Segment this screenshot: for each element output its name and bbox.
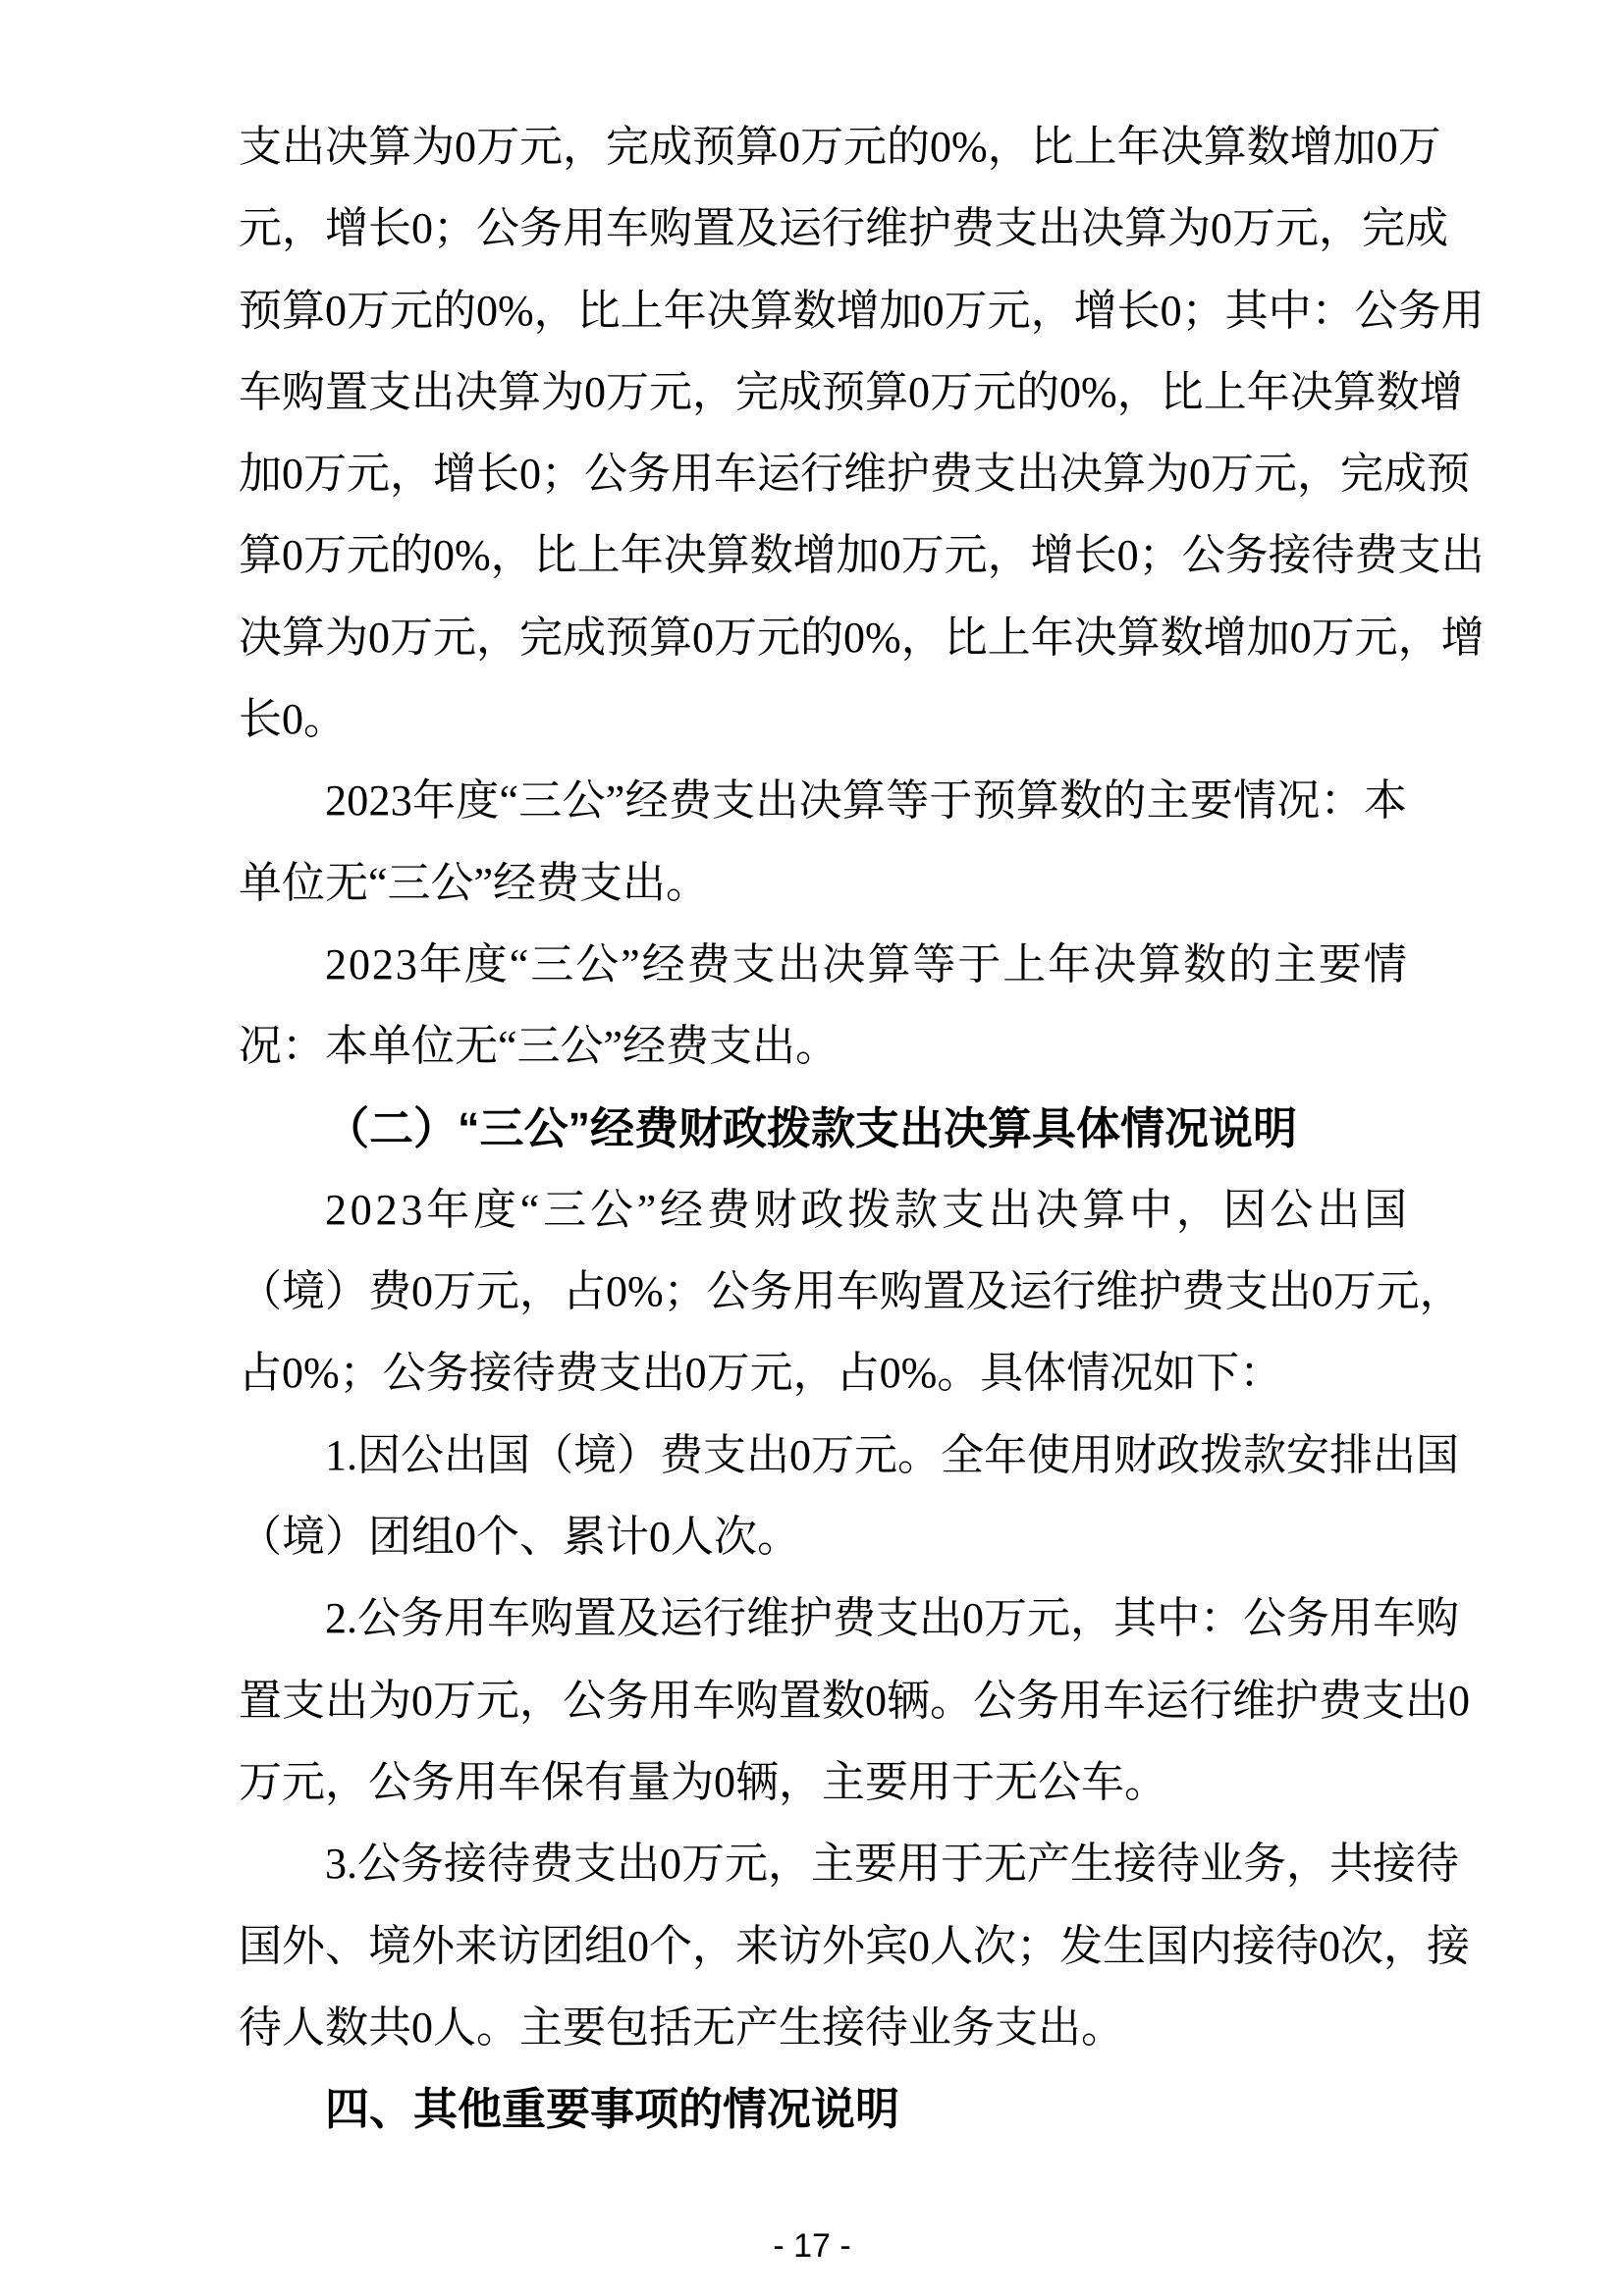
body-line: 2 0 2 3 年 度 “ 三 公 ” 经 费 支 出 决 算 等 于 预 算 数 的 主 要 情 况 ： 本 [325,776,1407,826]
page-number: - 17 - [773,2227,851,2265]
body-line: 算 0 万 元 的 0 % ， 比 上 年 决 算 数 增 加 0 万 元 ， 增 长 0 ； 公 务 接 待 费 支 出 [239,531,1485,580]
body-line: 3 . 公 务 接 待 费 支 出 0 万 元 ， 主 要 用 于 无 产 生 接 待 业 务 ， 共 接 待 [325,1840,1459,1889]
body-line: 加 0 万 元 ， 增 长 0 ； 公 务 用 车 运 行 维 护 费 支 出 决 算 为 0 万 元 ， 完 成 预 [239,450,1470,499]
body-line: 待人数共0人。主要包括无产生接待业务支出。 [239,2002,1124,2052]
body-line: 况：本单位无“三公”经费支出。 [239,1022,839,1071]
heading-section-2: （二）“三公”经费财政拨款支出决算具体情况说明 [325,1102,1298,1153]
document-body [239,106,1485,2150]
body-line: 占0%；公务接待费支出0万元，占0%。具体情况如下： [239,1349,1283,1398]
body-line: 2 0 2 3 年 度 “ 三 公 ” 经 费 支 出 决 算 等 于 上 年 决 算 数 的 主 要 情 [325,939,1407,988]
heading-section-4: 四、其他重要事项的情况说明 [325,2084,900,2135]
body-line: （境）团组0个、累计0人次。 [239,1513,800,1562]
body-line: 单位无“三公”经费支出。 [239,858,710,907]
body-line: 元 ， 增 长 0 ； 公 务 用 车 购 置 及 运 行 维 护 费 支 出 决 算 为 0 万 元 ， 完 成 [239,204,1448,253]
body-line: 车 购 置 支 出 决 算 为 0 万 元 ， 完 成 预 算 0 万 元 的 0 % ， 比 上 年 决 算 数 增 [239,367,1463,416]
body-line: 支 出 决 算 为 0 万 元 ， 完 成 预 算 0 万 元 的 0 % ， 比 上 年 决 算 数 增 加 0 万 [239,123,1441,171]
body-line: 万元，公务用车保有量为0辆，主要用于无公车。 [239,1757,1167,1806]
body-line: 2 0 2 3 年 度 “ 三 公 ” 经 费 财 政 拨 款 支 出 决 算 中 ， 因 公 出 国 [325,1185,1407,1234]
body-line: 决 算 为 0 万 元 ， 完 成 预 算 0 万 元 的 0 % ， 比 上 年 决 算 数 增 加 0 万 元 ， 增 [239,613,1485,662]
body-line: 国 外 、 境 外 来 访 团 组 0 个 ， 来 访 外 宾 0 人 次 ； 发 生 国 内 接 待 0 次 ， 接 [239,1921,1470,1970]
body-line: 1 . 因 公 出 国 （ 境 ） 费 支 出 0 万 元 。 全 年 使 用 财 政 拨 款 安 排 出 国 [325,1430,1459,1479]
body-line: 预 算 0 万 元 的 0 % ， 比 上 年 决 算 数 增 加 0 万 元 ， 增 长 0 ； 其 中 ： 公 务 用 [239,286,1485,335]
body-line: 2 . 公 务 用 车 购 置 及 运 行 维 护 费 支 出 0 万 元 ， 其 中 ： 公 务 用 车 购 [325,1594,1459,1643]
body-line: 长0。 [239,695,347,744]
body-line: 置 支 出 为 0 万 元 ， 公 务 用 车 购 置 数 0 辆 。 公 务 用 车 运 行 维 护 费 支 出 0 [239,1676,1470,1725]
body-line: （ 境 ） 费 0 万 元 ， 占 0 % ； 公 务 用 车 购 置 及 运 行 维 护 费 支 出 0 万 元 ， [239,1267,1463,1316]
